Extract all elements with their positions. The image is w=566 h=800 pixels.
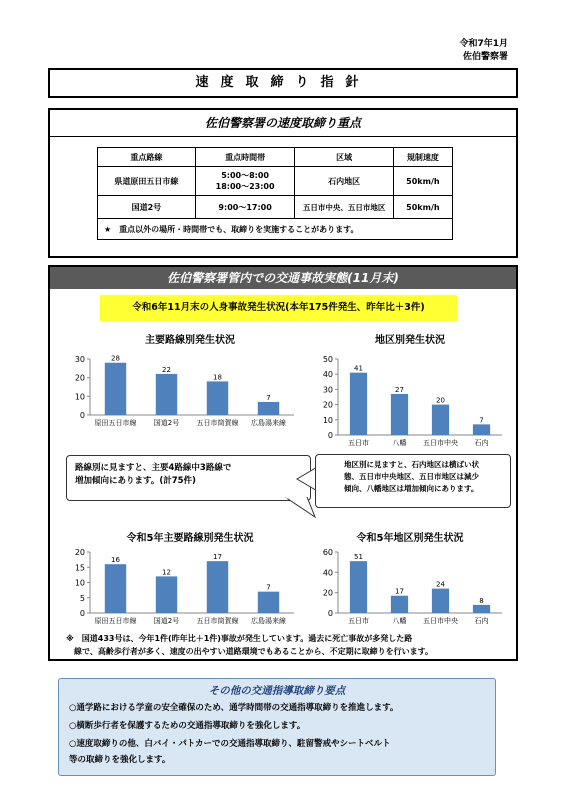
bar: [473, 605, 490, 613]
col-header-time: 重点時間帯: [195, 148, 295, 167]
chart-title: 令和5年主要路線別発生状況: [126, 533, 254, 544]
col-header-limit: 規制速度: [393, 148, 452, 167]
bar: [105, 363, 126, 415]
cell-time: [195, 167, 295, 196]
x-tick-label: 石内: [474, 617, 489, 625]
chart-route-2023: [60, 542, 300, 627]
y-tick-label: 0: [79, 411, 85, 420]
cell-time-evening: 18:00〜23:00: [215, 182, 275, 191]
accident-summary: 令和6年11月末の人身事故発生状況(本年175件発生、昨年比＋3件): [100, 295, 457, 321]
bar: [207, 561, 228, 613]
bar: [350, 373, 367, 435]
y-tick-label: 40: [322, 568, 333, 578]
x-tick-label: 八幡: [392, 439, 407, 447]
x-tick-label: 五日市筒賀線: [196, 617, 239, 625]
chart-district-2023: [308, 542, 508, 627]
callout-route-line: 増加傾向にあります。(計75件): [75, 476, 196, 486]
accident-heading: 佐伯警察署管内での交通事故実態(11月末): [50, 267, 516, 289]
cell-limit: 50km/h: [393, 196, 452, 219]
bar: [473, 424, 490, 435]
data-label: 51: [354, 553, 363, 562]
x-tick-label: 八幡: [392, 617, 407, 625]
table-header-row: [98, 148, 453, 167]
priority-panel: [48, 108, 518, 258]
footnote-line: 線で、高齢歩行者が多く、速度の出やすい道路環境でもあることから、不定期に取締りを行います。: [66, 647, 434, 656]
bar: [207, 381, 228, 415]
list-item: ○横断歩行者を保護するための交通指導取締りを強化します。: [69, 721, 306, 731]
document-date-block: [459, 38, 508, 64]
data-label: 17: [213, 553, 222, 562]
x-tick-label: 五日市筒賀線: [196, 419, 239, 427]
y-tick-label: 20: [74, 373, 85, 383]
bar: [432, 405, 449, 435]
data-label: 7: [479, 416, 484, 425]
x-tick-label: 広島湯来線: [251, 419, 286, 427]
priority-note: ★ 重点以外の場所・時間帯でも、取締りを実施することがあります。: [98, 219, 453, 240]
data-label: 16: [111, 556, 120, 565]
list-item: 等の取締りを強化します。: [69, 755, 171, 765]
callout-district-line: 傾向、八幡地区は増加傾向にあります。: [344, 484, 479, 493]
data-label: 7: [266, 393, 271, 402]
bar: [350, 561, 367, 613]
priority-table: [97, 147, 453, 240]
callout-route-line: 路線別に見ますと、主要4路線中3路線で: [75, 463, 232, 473]
bar: [258, 592, 279, 613]
cell-area: 石内地区: [295, 167, 393, 196]
cell-route: 国道2号: [98, 196, 196, 219]
bar: [156, 374, 177, 415]
y-tick-label: 0: [79, 609, 85, 618]
data-label: 27: [395, 385, 404, 394]
x-tick-label: 国道2号: [153, 617, 180, 625]
col-header-area: 区域: [295, 148, 393, 167]
data-label: 18: [213, 373, 222, 382]
priority-heading: 佐伯警察署の速度取締り重点: [50, 110, 516, 137]
y-tick-label: 20: [322, 400, 333, 410]
x-tick-label: 五日市: [348, 617, 369, 625]
y-tick-label: 30: [322, 385, 333, 395]
table-row: [98, 167, 453, 196]
footnote-route433: [66, 632, 506, 658]
chart-district-2024: [308, 349, 508, 449]
y-tick-label: 20: [322, 588, 333, 598]
data-label: 17: [395, 587, 404, 596]
page-title: 速度取締り指針: [48, 68, 518, 98]
cell-route: 県道原田五日市線: [98, 167, 196, 196]
x-tick-label: 広島湯来線: [251, 617, 286, 625]
bar: [258, 402, 279, 415]
x-tick-label: 五日市中央: [423, 617, 458, 625]
document-date: 令和7年1月: [459, 39, 508, 49]
y-tick-label: 0: [327, 609, 333, 618]
chart-route-2024: [60, 349, 300, 429]
accident-panel: [48, 265, 518, 661]
list-item: ○速度取締りの他、白バイ・パトカーでの交通指導取締り、駐留警戒やシートベルト: [69, 739, 391, 749]
col-header-route: 重点路線: [98, 148, 196, 167]
cell-area: 五日市中央、五日市地区: [295, 196, 393, 219]
bar: [432, 589, 449, 613]
data-label: 22: [162, 365, 171, 374]
cell-limit: 50km/h: [393, 167, 452, 196]
callout-district-line: 態、五日市中央地区、五日市地区は減少: [344, 472, 479, 481]
issuing-office: 佐伯警察署: [462, 52, 508, 62]
y-tick-label: 50: [322, 355, 333, 364]
other-enforcement-banner: [58, 678, 496, 776]
bar: [391, 596, 408, 613]
cell-time: 9:00〜17:00: [195, 196, 295, 219]
x-tick-label: 原田五日市線: [94, 419, 137, 427]
data-label: 24: [436, 580, 445, 589]
data-label: 7: [266, 583, 271, 592]
x-tick-label: 五日市: [348, 439, 369, 447]
y-tick-label: 10: [74, 392, 85, 402]
data-label: 28: [111, 354, 120, 363]
data-label: 41: [354, 364, 363, 373]
x-tick-label: 石内: [474, 439, 489, 447]
y-tick-label: 40: [322, 370, 333, 380]
y-tick-label: 60: [322, 548, 333, 557]
x-tick-label: 五日市中央: [423, 439, 458, 447]
y-tick-label: 20: [74, 548, 85, 557]
other-enforcement-heading: その他の交通指導取締り要点: [208, 685, 346, 697]
table-note-row: [98, 219, 453, 240]
x-tick-label: 原田五日市線: [94, 617, 137, 625]
y-tick-label: 30: [74, 355, 85, 364]
cell-time-morning: 5:00〜8:00: [221, 171, 269, 180]
data-label: 8: [479, 596, 484, 605]
table-row: [98, 196, 453, 219]
callout-district: [315, 454, 511, 508]
chart-title: 令和5年地区別発生状況: [356, 533, 464, 544]
bar: [391, 394, 408, 435]
callout-district-line: 地区別に見ますと、石内地区は横ばい状: [344, 460, 479, 469]
y-tick-label: 10: [74, 578, 85, 588]
x-tick-label: 国道2号: [153, 419, 180, 427]
chart-title: 地区別発生状況: [375, 335, 445, 346]
y-tick-label: 10: [322, 415, 333, 425]
data-label: 12: [162, 568, 171, 577]
chart-title: 主要路線別発生状況: [145, 335, 235, 346]
bar: [156, 576, 177, 613]
y-tick-label: 15: [74, 563, 85, 573]
callout-route: [66, 455, 311, 501]
y-tick-label: 0: [327, 431, 333, 440]
y-tick-label: 5: [79, 593, 85, 603]
footnote-line: ※ 国道433号は、今年1件(昨年比＋1件)事故が発生しています。過去に死亡事故が多発した路: [66, 634, 413, 643]
data-label: 20: [436, 396, 445, 405]
bar: [105, 564, 126, 613]
list-item: ○通学路における学童の安全確保のため、通学時間帯の交通指導取締りを推進します。: [69, 703, 399, 713]
